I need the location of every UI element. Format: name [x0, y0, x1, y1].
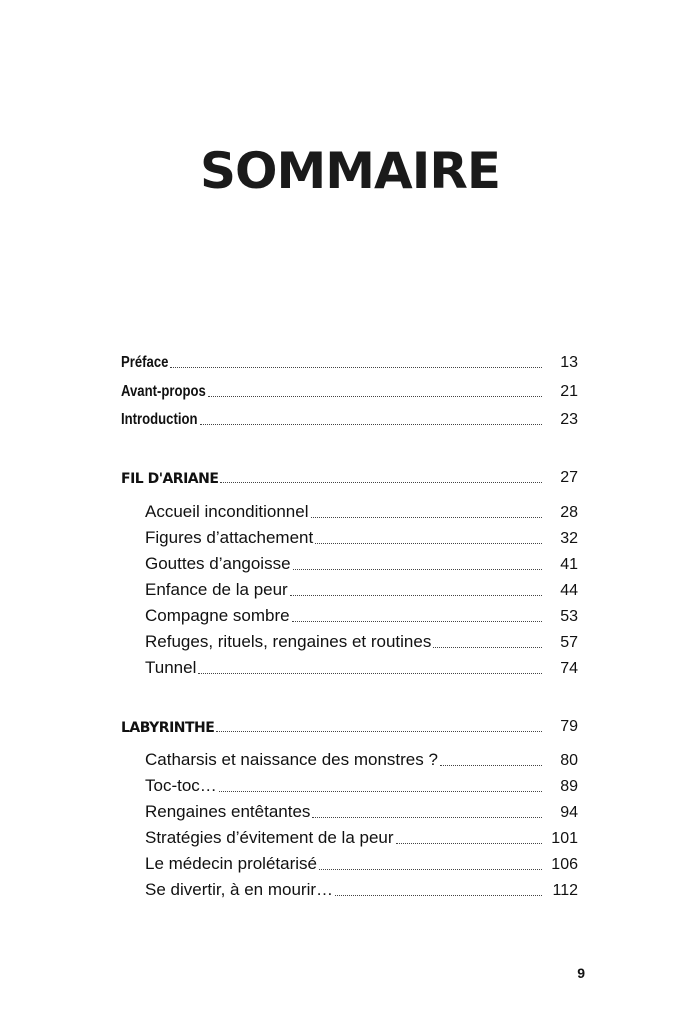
- page-number: 9: [577, 965, 585, 981]
- toc-entry-title: Accueil inconditionnel: [145, 502, 309, 521]
- toc-entry-title: Introduction: [121, 411, 198, 428]
- toc-part-entry: [0, 465, 700, 491]
- toc-entry: [0, 852, 700, 878]
- dot-leader: [208, 396, 542, 397]
- toc-entry-page: 80: [560, 752, 578, 769]
- toc-entry: [0, 878, 700, 904]
- toc-entry-page: 74: [560, 660, 578, 677]
- toc-entry: [0, 656, 700, 682]
- page-title: SOMMAIRE: [200, 142, 500, 200]
- toc-entry: [0, 379, 700, 405]
- toc-entry-title: Catharsis et naissance des monstres ?: [145, 750, 438, 769]
- toc-entry-page: 21: [560, 383, 578, 400]
- dot-leader: [292, 621, 542, 622]
- toc-entry-page: 79: [560, 718, 578, 735]
- dot-leader: [433, 647, 542, 648]
- toc-entry: [0, 748, 700, 774]
- toc-entry-page: 23: [560, 411, 578, 428]
- toc-entry: [0, 350, 700, 376]
- toc-entry-title: LABYRINTHE: [121, 720, 215, 736]
- toc-entry-page: 27: [560, 469, 578, 486]
- toc-entry-page: 89: [560, 778, 578, 795]
- dot-leader: [315, 543, 542, 544]
- toc-part-entry: [0, 714, 700, 740]
- dot-leader: [396, 843, 542, 844]
- toc-entry: [0, 800, 700, 826]
- toc-entry: [0, 526, 700, 552]
- toc-entry-page: 32: [560, 530, 578, 547]
- dot-leader: [200, 424, 542, 425]
- toc-entry-page: 53: [560, 608, 578, 625]
- dot-leader: [312, 817, 542, 818]
- toc-entry-title: Tunnel: [145, 658, 197, 677]
- toc-entry-title: FIL D'ARIANE: [121, 471, 219, 487]
- dot-leader: [290, 595, 542, 596]
- toc-entry: [0, 407, 700, 433]
- toc-entry-title: Se divertir, à en mourir…: [145, 880, 334, 899]
- toc-entry-title: Gouttes d’angoisse: [145, 554, 291, 573]
- toc-entry: [0, 774, 700, 800]
- dot-leader: [293, 569, 542, 570]
- toc-entry-page: 57: [560, 634, 578, 651]
- toc-entry: [0, 500, 700, 526]
- dot-leader: [311, 517, 543, 518]
- toc-entry-page: 13: [560, 354, 578, 371]
- toc-entry-title: Rengaines entêtantes: [145, 802, 311, 821]
- toc-entry: [0, 604, 700, 630]
- dot-leader: [216, 731, 542, 732]
- toc-entry-page: 106: [551, 856, 578, 873]
- dot-leader: [319, 869, 542, 870]
- toc-entry-page: 28: [560, 504, 578, 521]
- toc-entry-page: 101: [551, 830, 578, 847]
- toc-entry: [0, 630, 700, 656]
- toc-entry-page: 112: [552, 882, 578, 899]
- toc-entry-page: 44: [560, 582, 578, 599]
- toc-entry: [0, 552, 700, 578]
- toc-entry-title: Stratégies d’évitement de la peur: [145, 828, 394, 847]
- toc-entry-title: Préface: [121, 354, 169, 371]
- toc-entry-title: Avant-propos: [121, 383, 206, 400]
- dot-leader: [198, 673, 542, 674]
- toc-entry-title: Figures d’attachement: [145, 528, 314, 547]
- dot-leader: [335, 895, 542, 896]
- dot-leader: [220, 482, 542, 483]
- toc-entry-title: Enfance de la peur: [145, 580, 288, 599]
- toc-entry-title: Le médecin prolétarisé: [145, 854, 317, 873]
- toc-entry-page: 41: [560, 556, 578, 573]
- toc-entry-title: Compagne sombre: [145, 606, 290, 625]
- dot-leader: [440, 765, 542, 766]
- dot-leader: [170, 367, 542, 368]
- dot-leader: [219, 791, 542, 792]
- toc-entry: [0, 826, 700, 852]
- toc-entry-title: Refuges, rituels, rengaines et routines: [145, 632, 432, 651]
- toc-entry: [0, 578, 700, 604]
- toc-entry-title: Toc-toc…: [145, 776, 217, 795]
- toc-entry-page: 94: [560, 804, 578, 821]
